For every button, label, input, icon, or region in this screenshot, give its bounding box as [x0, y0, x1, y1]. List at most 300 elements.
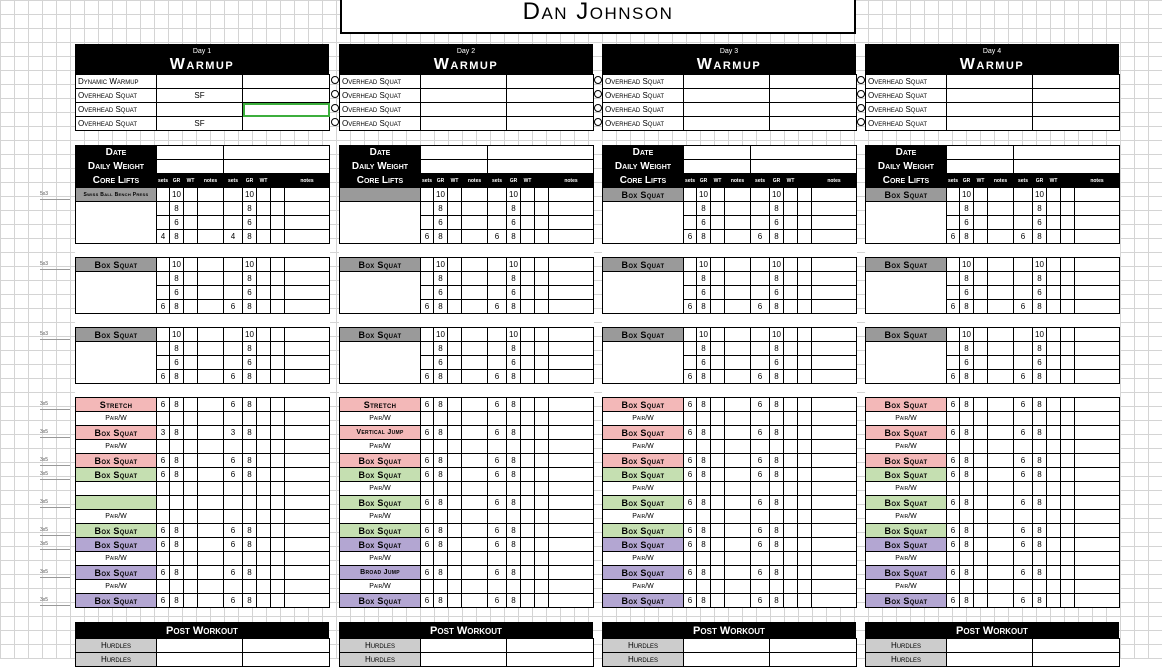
- notes-cell[interactable]: [549, 258, 594, 272]
- sets-cell[interactable]: [947, 342, 960, 356]
- wt-cell[interactable]: [521, 370, 535, 384]
- notes-cell[interactable]: [198, 202, 224, 216]
- notes-cell[interactable]: [198, 356, 224, 370]
- gr-cell[interactable]: 10: [170, 258, 184, 272]
- blank-cell[interactable]: [535, 216, 549, 230]
- wt-cell[interactable]: [974, 440, 988, 454]
- empty-cell[interactable]: [224, 482, 243, 496]
- wt-cell[interactable]: [184, 258, 198, 272]
- warmup-value-cell[interactable]: [947, 103, 1033, 117]
- notes-cell[interactable]: [462, 510, 488, 524]
- accessory-exercise-name[interactable]: [76, 496, 157, 510]
- gr-cell[interactable]: 10: [697, 328, 711, 342]
- gr-cell[interactable]: 10: [1033, 258, 1047, 272]
- wt-cell[interactable]: [184, 356, 198, 370]
- blank-cell[interactable]: [798, 300, 812, 314]
- wt-cell[interactable]: [974, 216, 988, 230]
- notes-cell[interactable]: [812, 594, 857, 608]
- notes-cell[interactable]: [549, 580, 594, 594]
- notes-cell[interactable]: [285, 398, 330, 412]
- sets-cell[interactable]: [421, 342, 434, 356]
- empty-cell[interactable]: [507, 639, 594, 653]
- notes-cell[interactable]: [462, 258, 488, 272]
- gr-cell[interactable]: [507, 440, 521, 454]
- gr-cell[interactable]: 10: [170, 328, 184, 342]
- wt-cell[interactable]: [184, 440, 198, 454]
- sets-cell[interactable]: [224, 202, 243, 216]
- notes-cell[interactable]: [988, 230, 1014, 244]
- notes-cell[interactable]: [549, 524, 594, 538]
- sets-cell[interactable]: [488, 286, 507, 300]
- notes-cell[interactable]: [549, 300, 594, 314]
- wt-cell[interactable]: [448, 468, 462, 482]
- notes-cell[interactable]: [549, 216, 594, 230]
- sets-cell[interactable]: [224, 412, 243, 426]
- core-lift-name[interactable]: Box Squat: [603, 258, 684, 272]
- wt-cell[interactable]: [521, 566, 535, 580]
- gr-cell[interactable]: 8: [507, 524, 521, 538]
- gr-cell[interactable]: 8: [243, 272, 257, 286]
- accessory-exercise-name[interactable]: Box Squat: [866, 468, 947, 482]
- notes-cell[interactable]: [725, 580, 751, 594]
- sets-cell[interactable]: [1014, 188, 1033, 202]
- lift-name-blank[interactable]: [866, 286, 947, 300]
- gr-cell[interactable]: [507, 580, 521, 594]
- gr-cell[interactable]: 8: [697, 230, 711, 244]
- sets-cell[interactable]: [1014, 482, 1033, 496]
- notes-cell[interactable]: [812, 356, 857, 370]
- wt-cell[interactable]: [711, 188, 725, 202]
- sets-cell[interactable]: 6: [224, 370, 243, 384]
- blank-cell[interactable]: [271, 216, 285, 230]
- notes-cell[interactable]: [1075, 510, 1120, 524]
- notes-cell[interactable]: [725, 258, 751, 272]
- sets-cell[interactable]: [751, 286, 770, 300]
- notes-cell[interactable]: [812, 300, 857, 314]
- notes-cell[interactable]: [812, 370, 857, 384]
- blank-cell[interactable]: [271, 524, 285, 538]
- gr-cell[interactable]: 8: [697, 202, 711, 216]
- sets-cell[interactable]: [421, 580, 434, 594]
- sets-cell[interactable]: 6: [157, 566, 170, 580]
- sets-cell[interactable]: 6: [684, 300, 697, 314]
- wt-cell[interactable]: [711, 216, 725, 230]
- gr-cell[interactable]: 8: [1033, 342, 1047, 356]
- accessory-exercise-name[interactable]: Box Squat: [76, 524, 157, 538]
- sets-cell[interactable]: [421, 412, 434, 426]
- notes-cell[interactable]: [725, 510, 751, 524]
- gr-cell[interactable]: 6: [1033, 216, 1047, 230]
- sets-cell[interactable]: [157, 552, 170, 566]
- wt-cell[interactable]: [784, 538, 798, 552]
- notes-cell[interactable]: [988, 356, 1014, 370]
- blank-cell[interactable]: [1061, 258, 1075, 272]
- gr-cell[interactable]: [960, 552, 974, 566]
- notes-cell[interactable]: [285, 258, 330, 272]
- sets-cell[interactable]: [157, 202, 170, 216]
- blank-cell[interactable]: [271, 342, 285, 356]
- blank-cell[interactable]: [1061, 538, 1075, 552]
- gr-cell[interactable]: 6: [434, 216, 448, 230]
- gr-cell[interactable]: 10: [770, 188, 784, 202]
- sets-cell[interactable]: 6: [684, 496, 697, 510]
- sets-cell[interactable]: [684, 258, 697, 272]
- wt-cell[interactable]: [784, 202, 798, 216]
- wt-cell[interactable]: [257, 370, 271, 384]
- notes-cell[interactable]: [198, 580, 224, 594]
- lift-name-blank[interactable]: [866, 230, 947, 244]
- warmup-notes-cell[interactable]: [243, 103, 330, 117]
- gr-cell[interactable]: 10: [697, 188, 711, 202]
- lift-name-blank[interactable]: [866, 216, 947, 230]
- sets-cell[interactable]: 6: [751, 454, 770, 468]
- wt-cell[interactable]: [184, 566, 198, 580]
- wt-cell[interactable]: [521, 580, 535, 594]
- blank-cell[interactable]: [271, 258, 285, 272]
- wt-cell[interactable]: [711, 580, 725, 594]
- blank-cell[interactable]: [798, 440, 812, 454]
- lift-name-blank[interactable]: [340, 286, 421, 300]
- notes-cell[interactable]: [812, 342, 857, 356]
- blank-cell[interactable]: [271, 566, 285, 580]
- sets-cell[interactable]: [224, 272, 243, 286]
- lift-name-blank[interactable]: [603, 230, 684, 244]
- gr-cell[interactable]: 8: [1033, 398, 1047, 412]
- gr-cell[interactable]: [960, 482, 974, 496]
- notes-cell[interactable]: [198, 454, 224, 468]
- gr-cell[interactable]: 6: [770, 286, 784, 300]
- wt-cell[interactable]: [974, 580, 988, 594]
- notes-cell[interactable]: [725, 454, 751, 468]
- gr-cell[interactable]: 8: [243, 426, 257, 440]
- gr-cell[interactable]: 8: [507, 202, 521, 216]
- wt-cell[interactable]: [974, 426, 988, 440]
- gr-cell[interactable]: 8: [170, 342, 184, 356]
- gr-cell[interactable]: [1033, 412, 1047, 426]
- wt-cell[interactable]: [257, 258, 271, 272]
- sets-cell[interactable]: 6: [421, 370, 434, 384]
- wt-cell[interactable]: [257, 440, 271, 454]
- wt-cell[interactable]: [521, 342, 535, 356]
- gr-cell[interactable]: 8: [960, 454, 974, 468]
- notes-cell[interactable]: [285, 202, 330, 216]
- blank-cell[interactable]: [1061, 440, 1075, 454]
- date-field-2[interactable]: [751, 146, 857, 160]
- gr-cell[interactable]: 10: [507, 328, 521, 342]
- sets-cell[interactable]: [1014, 286, 1033, 300]
- notes-cell[interactable]: [285, 468, 330, 482]
- wt-cell[interactable]: [974, 496, 988, 510]
- notes-cell[interactable]: [812, 398, 857, 412]
- notes-cell[interactable]: [462, 426, 488, 440]
- wt-cell[interactable]: [711, 426, 725, 440]
- notes-cell[interactable]: [988, 328, 1014, 342]
- warmup-notes-cell[interactable]: [243, 89, 330, 103]
- radio-circle-icon[interactable]: [594, 118, 602, 126]
- sets-cell[interactable]: 6: [1014, 594, 1033, 608]
- sets-cell[interactable]: [751, 580, 770, 594]
- radio-circle-icon[interactable]: [857, 104, 865, 112]
- sets-cell[interactable]: 6: [224, 538, 243, 552]
- core-lift-name[interactable]: Box Squat: [76, 328, 157, 342]
- notes-cell[interactable]: [725, 482, 751, 496]
- sets-cell[interactable]: [421, 216, 434, 230]
- gr-cell[interactable]: [770, 510, 784, 524]
- blank-cell[interactable]: [798, 482, 812, 496]
- warmup-value-cell[interactable]: [684, 117, 770, 131]
- sets-cell[interactable]: 6: [157, 454, 170, 468]
- wt-cell[interactable]: [1047, 356, 1061, 370]
- wt-cell[interactable]: [1047, 230, 1061, 244]
- sets-cell[interactable]: [947, 286, 960, 300]
- wt-cell[interactable]: [711, 468, 725, 482]
- blank-cell[interactable]: [798, 370, 812, 384]
- empty-cell[interactable]: [198, 482, 224, 496]
- blank-cell[interactable]: [535, 580, 549, 594]
- sets-cell[interactable]: [421, 258, 434, 272]
- gr-cell[interactable]: [434, 552, 448, 566]
- gr-cell[interactable]: 8: [243, 468, 257, 482]
- sets-cell[interactable]: [947, 580, 960, 594]
- gr-cell[interactable]: [243, 440, 257, 454]
- sets-cell[interactable]: 3: [224, 426, 243, 440]
- gr-cell[interactable]: 8: [960, 272, 974, 286]
- sets-cell[interactable]: 4: [224, 230, 243, 244]
- gr-cell[interactable]: 8: [770, 300, 784, 314]
- gr-cell[interactable]: 6: [960, 286, 974, 300]
- gr-cell[interactable]: 8: [243, 398, 257, 412]
- wt-cell[interactable]: [184, 342, 198, 356]
- wt-cell[interactable]: [448, 202, 462, 216]
- sets-cell[interactable]: [751, 342, 770, 356]
- notes-cell[interactable]: [812, 524, 857, 538]
- gr-cell[interactable]: 6: [507, 356, 521, 370]
- sets-cell[interactable]: 6: [751, 300, 770, 314]
- notes-cell[interactable]: [285, 286, 330, 300]
- wt-cell[interactable]: [184, 300, 198, 314]
- notes-cell[interactable]: [462, 230, 488, 244]
- sets-cell[interactable]: 6: [947, 524, 960, 538]
- gr-cell[interactable]: 8: [507, 468, 521, 482]
- notes-cell[interactable]: [198, 538, 224, 552]
- notes-cell[interactable]: [1075, 426, 1120, 440]
- notes-cell[interactable]: [549, 482, 594, 496]
- lift-name-blank[interactable]: [76, 216, 157, 230]
- wt-cell[interactable]: [521, 594, 535, 608]
- sets-cell[interactable]: [1014, 580, 1033, 594]
- wt-cell[interactable]: [184, 202, 198, 216]
- sets-cell[interactable]: 6: [684, 524, 697, 538]
- blank-cell[interactable]: [271, 510, 285, 524]
- notes-cell[interactable]: [285, 188, 330, 202]
- notes-cell[interactable]: [1075, 580, 1120, 594]
- blank-cell[interactable]: [798, 524, 812, 538]
- notes-cell[interactable]: [725, 328, 751, 342]
- notes-cell[interactable]: [549, 188, 594, 202]
- wt-cell[interactable]: [784, 594, 798, 608]
- wt-cell[interactable]: [184, 580, 198, 594]
- wt-cell[interactable]: [184, 496, 198, 510]
- gr-cell[interactable]: [770, 580, 784, 594]
- gr-cell[interactable]: [243, 412, 257, 426]
- accessory-exercise-name[interactable]: Box Squat: [603, 454, 684, 468]
- blank-cell[interactable]: [1061, 524, 1075, 538]
- sets-cell[interactable]: 6: [224, 566, 243, 580]
- gr-cell[interactable]: 8: [434, 524, 448, 538]
- sets-cell[interactable]: [684, 440, 697, 454]
- sets-cell[interactable]: [157, 510, 170, 524]
- gr-cell[interactable]: 8: [507, 398, 521, 412]
- blank-cell[interactable]: [798, 538, 812, 552]
- notes-cell[interactable]: [812, 286, 857, 300]
- sets-cell[interactable]: 6: [421, 594, 434, 608]
- gr-cell[interactable]: 8: [697, 426, 711, 440]
- lift-name-blank[interactable]: [76, 300, 157, 314]
- gr-cell[interactable]: 8: [507, 594, 521, 608]
- wt-cell[interactable]: [974, 356, 988, 370]
- gr-cell[interactable]: 8: [243, 202, 257, 216]
- wt-cell[interactable]: [711, 538, 725, 552]
- core-lift-name[interactable]: Box Squat: [76, 258, 157, 272]
- sets-cell[interactable]: 6: [157, 594, 170, 608]
- empty-cell[interactable]: [285, 482, 330, 496]
- gr-cell[interactable]: [170, 440, 184, 454]
- gr-cell[interactable]: 8: [1033, 454, 1047, 468]
- radio-circle-icon[interactable]: [331, 76, 339, 84]
- gr-cell[interactable]: [434, 510, 448, 524]
- notes-cell[interactable]: [198, 216, 224, 230]
- notes-cell[interactable]: [462, 482, 488, 496]
- notes-cell[interactable]: [988, 412, 1014, 426]
- wt-cell[interactable]: [1047, 202, 1061, 216]
- blank-cell[interactable]: [535, 370, 549, 384]
- gr-cell[interactable]: 8: [170, 230, 184, 244]
- blank-cell[interactable]: [535, 342, 549, 356]
- blank-cell[interactable]: [271, 426, 285, 440]
- sets-cell[interactable]: [751, 258, 770, 272]
- gr-cell[interactable]: 8: [1033, 272, 1047, 286]
- notes-cell[interactable]: [725, 230, 751, 244]
- notes-cell[interactable]: [1075, 202, 1120, 216]
- core-lift-name[interactable]: Box Squat: [340, 328, 421, 342]
- gr-cell[interactable]: [243, 510, 257, 524]
- notes-cell[interactable]: [462, 440, 488, 454]
- sets-cell[interactable]: 6: [157, 398, 170, 412]
- sets-cell[interactable]: 6: [488, 454, 507, 468]
- wt-cell[interactable]: [257, 328, 271, 342]
- wt-cell[interactable]: [521, 426, 535, 440]
- sets-cell[interactable]: 6: [684, 398, 697, 412]
- notes-cell[interactable]: [725, 286, 751, 300]
- sets-cell[interactable]: [157, 328, 170, 342]
- gr-cell[interactable]: [960, 510, 974, 524]
- gr-cell[interactable]: 8: [697, 272, 711, 286]
- sets-cell[interactable]: 6: [224, 398, 243, 412]
- wt-cell[interactable]: [257, 594, 271, 608]
- notes-cell[interactable]: [462, 594, 488, 608]
- gr-cell[interactable]: 8: [960, 594, 974, 608]
- post-exercise-name[interactable]: Hurdles: [603, 639, 684, 653]
- wt-cell[interactable]: [711, 454, 725, 468]
- sets-cell[interactable]: [684, 216, 697, 230]
- notes-cell[interactable]: [549, 510, 594, 524]
- notes-cell[interactable]: [549, 202, 594, 216]
- gr-cell[interactable]: 8: [170, 454, 184, 468]
- empty-cell[interactable]: [947, 639, 1033, 653]
- wt-cell[interactable]: [1047, 398, 1061, 412]
- gr-cell[interactable]: 8: [960, 230, 974, 244]
- gr-cell[interactable]: 10: [243, 258, 257, 272]
- wt-cell[interactable]: [784, 300, 798, 314]
- blank-cell[interactable]: [798, 356, 812, 370]
- wt-cell[interactable]: [257, 566, 271, 580]
- wt-cell[interactable]: [184, 272, 198, 286]
- notes-cell[interactable]: [462, 202, 488, 216]
- notes-cell[interactable]: [549, 272, 594, 286]
- blank-cell[interactable]: [535, 440, 549, 454]
- sets-cell[interactable]: 6: [947, 468, 960, 482]
- wt-cell[interactable]: [257, 524, 271, 538]
- notes-cell[interactable]: [285, 454, 330, 468]
- wt-cell[interactable]: [448, 538, 462, 552]
- sets-cell[interactable]: 6: [751, 524, 770, 538]
- gr-cell[interactable]: 8: [434, 454, 448, 468]
- wt-cell[interactable]: [448, 594, 462, 608]
- lift-name-blank[interactable]: [76, 202, 157, 216]
- gr-cell[interactable]: 8: [434, 230, 448, 244]
- notes-cell[interactable]: [725, 412, 751, 426]
- sets-cell[interactable]: [488, 272, 507, 286]
- lift-name-blank[interactable]: [340, 356, 421, 370]
- wt-cell[interactable]: [521, 356, 535, 370]
- gr-cell[interactable]: [170, 496, 184, 510]
- blank-cell[interactable]: [798, 510, 812, 524]
- accessory-exercise-name[interactable]: Box Squat: [866, 398, 947, 412]
- notes-cell[interactable]: [549, 286, 594, 300]
- notes-cell[interactable]: [1075, 342, 1120, 356]
- wt-cell[interactable]: [974, 230, 988, 244]
- notes-cell[interactable]: [988, 496, 1014, 510]
- gr-cell[interactable]: 8: [507, 342, 521, 356]
- accessory-exercise-name[interactable]: Box Squat: [340, 538, 421, 552]
- accessory-exercise-name[interactable]: Vertical Jump: [340, 426, 421, 440]
- notes-cell[interactable]: [812, 258, 857, 272]
- blank-cell[interactable]: [1061, 510, 1075, 524]
- notes-cell[interactable]: [549, 496, 594, 510]
- weight-field[interactable]: [421, 160, 488, 174]
- notes-cell[interactable]: [988, 216, 1014, 230]
- lift-name-blank[interactable]: [340, 230, 421, 244]
- wt-cell[interactable]: [1047, 482, 1061, 496]
- sets-cell[interactable]: 6: [947, 594, 960, 608]
- notes-cell[interactable]: [549, 356, 594, 370]
- accessory-exercise-name[interactable]: Box Squat: [76, 426, 157, 440]
- lift-name-blank[interactable]: [340, 370, 421, 384]
- warmup-value-cell[interactable]: SF: [157, 89, 243, 103]
- wt-cell[interactable]: [784, 426, 798, 440]
- wt-cell[interactable]: [784, 370, 798, 384]
- gr-cell[interactable]: [170, 580, 184, 594]
- gr-cell[interactable]: [1033, 482, 1047, 496]
- wt-cell[interactable]: [1047, 468, 1061, 482]
- core-lift-name[interactable]: Box Squat: [603, 188, 684, 202]
- sets-cell[interactable]: [224, 552, 243, 566]
- notes-cell[interactable]: [285, 356, 330, 370]
- wt-cell[interactable]: [448, 566, 462, 580]
- warmup-value-cell[interactable]: [421, 75, 507, 89]
- sets-cell[interactable]: [947, 412, 960, 426]
- wt-cell[interactable]: [1047, 426, 1061, 440]
